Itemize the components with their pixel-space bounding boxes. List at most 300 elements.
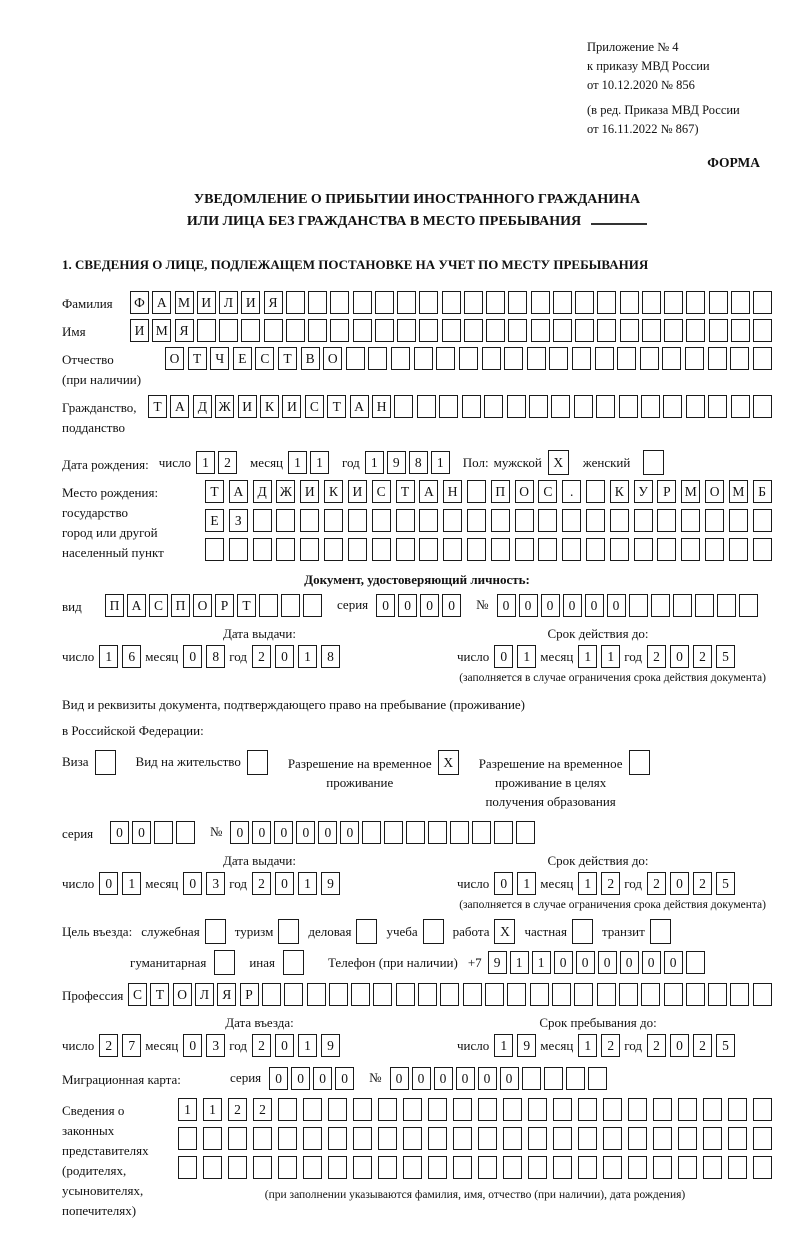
char-cell[interactable] [330, 291, 349, 314]
char-cell[interactable]: С [255, 347, 274, 370]
char-cell[interactable] [657, 538, 676, 561]
char-cell[interactable]: П [491, 480, 510, 503]
char-cell[interactable] [300, 509, 319, 532]
char-cell[interactable] [753, 509, 772, 532]
char-cell[interactable]: 0 [340, 821, 359, 844]
char-cell[interactable] [253, 1127, 272, 1150]
char-cell[interactable]: 0 [563, 594, 582, 617]
char-cell[interactable] [728, 1156, 747, 1179]
char-cell[interactable] [685, 347, 704, 370]
char-cell[interactable]: А [170, 395, 189, 418]
char-cell[interactable] [348, 509, 367, 532]
char-cell[interactable] [478, 1156, 497, 1179]
char-cell[interactable]: Т [188, 347, 207, 370]
char-cell[interactable] [628, 1098, 647, 1121]
char-cell[interactable] [628, 1156, 647, 1179]
char-cell[interactable] [346, 347, 365, 370]
char-cell[interactable] [597, 983, 616, 1006]
char-cell[interactable] [276, 509, 295, 532]
char-cell[interactable] [516, 821, 535, 844]
char-cell[interactable] [527, 347, 546, 370]
char-cell[interactable] [228, 1127, 247, 1150]
char-cell[interactable] [307, 983, 326, 1006]
char-cell[interactable] [620, 319, 639, 342]
char-cell[interactable] [528, 1098, 547, 1121]
char-cell[interactable] [303, 1098, 322, 1121]
char-cell[interactable] [641, 395, 660, 418]
char-cell[interactable]: Т [396, 480, 415, 503]
char-cell[interactable]: 1 [298, 872, 317, 895]
char-cell[interactable] [522, 1067, 541, 1090]
char-cell[interactable]: 0 [183, 645, 202, 668]
char-cell[interactable]: Т [327, 395, 346, 418]
char-cell[interactable] [708, 983, 727, 1006]
char-cell[interactable]: 9 [321, 872, 340, 895]
char-cell[interactable] [353, 291, 372, 314]
char-cell[interactable] [378, 1098, 397, 1121]
char-cell[interactable]: 2 [647, 645, 666, 668]
char-cell[interactable] [419, 319, 438, 342]
char-cell[interactable]: 0 [390, 1067, 409, 1090]
char-cell[interactable] [308, 319, 327, 342]
char-cell[interactable] [453, 1098, 472, 1121]
char-cell[interactable]: 1 [310, 451, 329, 474]
char-cell[interactable]: 0 [434, 1067, 453, 1090]
char-cell[interactable] [562, 509, 581, 532]
char-cell[interactable] [531, 291, 550, 314]
char-cell[interactable]: С [305, 395, 324, 418]
char-cell[interactable] [384, 821, 403, 844]
char-cell[interactable] [595, 347, 614, 370]
char-cell[interactable]: 2 [647, 1034, 666, 1057]
char-cell[interactable] [373, 983, 392, 1006]
char-cell[interactable] [396, 509, 415, 532]
char-cell[interactable]: Р [215, 594, 234, 617]
char-cell[interactable]: 9 [321, 1034, 340, 1057]
char-cell[interactable] [203, 1127, 222, 1150]
char-cell[interactable] [731, 319, 750, 342]
char-cell[interactable] [397, 319, 416, 342]
char-cell[interactable] [467, 538, 486, 561]
char-cell[interactable]: . [562, 480, 581, 503]
char-cell[interactable] [562, 538, 581, 561]
char-cell[interactable]: 0 [670, 872, 689, 895]
char-cell[interactable]: 2 [99, 1034, 118, 1057]
char-cell[interactable]: 3 [206, 872, 225, 895]
char-cell[interactable]: 0 [420, 594, 439, 617]
char-cell[interactable] [673, 594, 692, 617]
char-cell[interactable] [678, 1156, 697, 1179]
char-cell[interactable]: 0 [313, 1067, 332, 1090]
char-cell[interactable] [419, 538, 438, 561]
char-cell[interactable]: К [610, 480, 629, 503]
char-cell[interactable]: 5 [716, 1034, 735, 1057]
char-cell[interactable] [664, 291, 683, 314]
char-cell[interactable] [731, 291, 750, 314]
char-cell[interactable]: Ч [210, 347, 229, 370]
char-cell[interactable]: Л [219, 291, 238, 314]
char-cell[interactable] [178, 1127, 197, 1150]
char-cell[interactable] [428, 821, 447, 844]
char-cell[interactable]: А [419, 480, 438, 503]
char-cell[interactable] [278, 1098, 297, 1121]
char-cell[interactable] [664, 319, 683, 342]
char-cell[interactable] [717, 594, 736, 617]
char-cell[interactable]: 0 [275, 645, 294, 668]
char-cell[interactable]: 1 [99, 645, 118, 668]
char-cell[interactable]: 0 [585, 594, 604, 617]
char-cell[interactable]: 1 [494, 1034, 513, 1057]
char-cell[interactable]: 5 [716, 872, 735, 895]
char-cell[interactable] [753, 538, 772, 561]
char-cell[interactable] [440, 983, 459, 1006]
char-cell[interactable] [396, 538, 415, 561]
char-cell[interactable] [503, 1156, 522, 1179]
char-cell[interactable] [730, 983, 749, 1006]
char-cell[interactable]: С [538, 480, 557, 503]
char-cell[interactable] [544, 1067, 563, 1090]
char-cell[interactable] [515, 538, 534, 561]
char-cell[interactable]: Е [233, 347, 252, 370]
char-cell[interactable] [574, 395, 593, 418]
char-cell[interactable]: 1 [578, 645, 597, 668]
char-cell[interactable]: 0 [642, 951, 661, 974]
char-cell[interactable] [419, 509, 438, 532]
char-cell[interactable] [264, 319, 283, 342]
char-cell[interactable]: 8 [206, 645, 225, 668]
char-cell[interactable]: 1 [298, 645, 317, 668]
char-cell[interactable] [686, 983, 705, 1006]
char-cell[interactable] [228, 1156, 247, 1179]
char-cell[interactable]: 1 [517, 872, 536, 895]
char-cell[interactable] [578, 1098, 597, 1121]
char-cell[interactable]: А [152, 291, 171, 314]
char-cell[interactable] [686, 291, 705, 314]
char-cell[interactable] [628, 1127, 647, 1150]
char-cell[interactable] [503, 1098, 522, 1121]
char-cell[interactable]: Я [217, 983, 236, 1006]
char-cell[interactable] [681, 538, 700, 561]
char-cell[interactable]: 9 [517, 1034, 536, 1057]
char-cell[interactable]: 0 [670, 645, 689, 668]
char-cell[interactable]: 0 [318, 821, 337, 844]
char-cell[interactable] [703, 1098, 722, 1121]
char-cell[interactable] [464, 319, 483, 342]
char-cell[interactable] [603, 1127, 622, 1150]
char-cell[interactable] [731, 395, 750, 418]
char-cell[interactable] [728, 1098, 747, 1121]
char-cell[interactable] [328, 1156, 347, 1179]
char-cell[interactable]: К [324, 480, 343, 503]
char-cell[interactable] [351, 983, 370, 1006]
char-cell[interactable]: 2 [228, 1098, 247, 1121]
char-cell[interactable]: 1 [203, 1098, 222, 1121]
char-cell[interactable] [586, 480, 605, 503]
char-cell[interactable] [653, 1098, 672, 1121]
char-cell[interactable] [515, 509, 534, 532]
char-cell[interactable] [378, 1156, 397, 1179]
char-cell[interactable] [686, 951, 705, 974]
char-cell[interactable]: М [152, 319, 171, 342]
char-cell[interactable] [634, 538, 653, 561]
char-cell[interactable] [619, 395, 638, 418]
male-checkbox[interactable]: X [548, 450, 569, 475]
char-cell[interactable]: И [241, 291, 260, 314]
char-cell[interactable] [508, 291, 527, 314]
temp-residence-checkbox[interactable]: X [438, 750, 459, 775]
purpose-transit-checkbox[interactable] [650, 919, 671, 944]
char-cell[interactable]: 0 [456, 1067, 475, 1090]
char-cell[interactable] [450, 821, 469, 844]
char-cell[interactable] [443, 509, 462, 532]
char-cell[interactable] [278, 1156, 297, 1179]
char-cell[interactable] [394, 395, 413, 418]
char-cell[interactable] [329, 983, 348, 1006]
purpose-private-checkbox[interactable] [572, 919, 593, 944]
char-cell[interactable] [442, 291, 461, 314]
char-cell[interactable] [552, 983, 571, 1006]
female-checkbox[interactable] [643, 450, 664, 475]
char-cell[interactable] [414, 347, 433, 370]
char-cell[interactable] [463, 983, 482, 1006]
char-cell[interactable]: О [165, 347, 184, 370]
char-cell[interactable]: 0 [376, 594, 395, 617]
char-cell[interactable] [678, 1127, 697, 1150]
char-cell[interactable] [375, 291, 394, 314]
char-cell[interactable] [610, 538, 629, 561]
char-cell[interactable]: Д [253, 480, 272, 503]
char-cell[interactable] [753, 347, 772, 370]
char-cell[interactable]: А [350, 395, 369, 418]
char-cell[interactable]: О [173, 983, 192, 1006]
char-cell[interactable] [619, 983, 638, 1006]
char-cell[interactable] [300, 538, 319, 561]
char-cell[interactable] [708, 395, 727, 418]
char-cell[interactable] [695, 594, 714, 617]
char-cell[interactable]: 0 [110, 821, 129, 844]
char-cell[interactable] [528, 1127, 547, 1150]
char-cell[interactable] [324, 509, 343, 532]
char-cell[interactable]: 8 [409, 451, 428, 474]
char-cell[interactable]: Т [237, 594, 256, 617]
char-cell[interactable] [428, 1156, 447, 1179]
char-cell[interactable] [508, 319, 527, 342]
char-cell[interactable] [253, 1156, 272, 1179]
char-cell[interactable] [368, 347, 387, 370]
char-cell[interactable]: 1 [431, 451, 450, 474]
char-cell[interactable] [708, 347, 727, 370]
char-cell[interactable]: Ф [130, 291, 149, 314]
char-cell[interactable]: 8 [321, 645, 340, 668]
char-cell[interactable] [617, 347, 636, 370]
char-cell[interactable] [284, 983, 303, 1006]
char-cell[interactable]: 0 [291, 1067, 310, 1090]
char-cell[interactable] [253, 509, 272, 532]
char-cell[interactable] [588, 1067, 607, 1090]
char-cell[interactable]: 2 [601, 1034, 620, 1057]
char-cell[interactable] [662, 347, 681, 370]
char-cell[interactable] [396, 983, 415, 1006]
char-cell[interactable] [417, 395, 436, 418]
char-cell[interactable] [503, 1127, 522, 1150]
char-cell[interactable] [709, 291, 728, 314]
char-cell[interactable] [657, 509, 676, 532]
char-cell[interactable]: 1 [578, 1034, 597, 1057]
char-cell[interactable] [462, 395, 481, 418]
char-cell[interactable] [406, 821, 425, 844]
char-cell[interactable] [478, 1127, 497, 1150]
char-cell[interactable] [278, 1127, 297, 1150]
char-cell[interactable] [391, 347, 410, 370]
char-cell[interactable] [259, 594, 278, 617]
char-cell[interactable]: 2 [693, 1034, 712, 1057]
char-cell[interactable] [553, 291, 572, 314]
char-cell[interactable] [504, 347, 523, 370]
char-cell[interactable]: 5 [716, 645, 735, 668]
char-cell[interactable] [428, 1098, 447, 1121]
char-cell[interactable] [472, 821, 491, 844]
char-cell[interactable] [578, 1127, 597, 1150]
char-cell[interactable] [439, 395, 458, 418]
char-cell[interactable] [553, 1098, 572, 1121]
char-cell[interactable] [330, 319, 349, 342]
char-cell[interactable]: О [515, 480, 534, 503]
char-cell[interactable]: 0 [269, 1067, 288, 1090]
char-cell[interactable] [551, 395, 570, 418]
char-cell[interactable] [528, 1156, 547, 1179]
char-cell[interactable] [703, 1127, 722, 1150]
char-cell[interactable]: А [229, 480, 248, 503]
char-cell[interactable]: 1 [578, 872, 597, 895]
char-cell[interactable]: О [193, 594, 212, 617]
char-cell[interactable]: 7 [122, 1034, 141, 1057]
char-cell[interactable] [686, 395, 705, 418]
temp-residence-education-checkbox[interactable] [629, 750, 650, 775]
char-cell[interactable]: Н [443, 480, 462, 503]
char-cell[interactable] [328, 1098, 347, 1121]
char-cell[interactable]: 2 [252, 872, 271, 895]
char-cell[interactable] [418, 983, 437, 1006]
char-cell[interactable] [482, 347, 501, 370]
char-cell[interactable] [372, 509, 391, 532]
char-cell[interactable] [353, 1127, 372, 1150]
char-cell[interactable] [403, 1098, 422, 1121]
char-cell[interactable]: Р [240, 983, 259, 1006]
char-cell[interactable] [403, 1156, 422, 1179]
purpose-work-checkbox[interactable]: X [494, 919, 515, 944]
char-cell[interactable] [620, 291, 639, 314]
char-cell[interactable] [596, 395, 615, 418]
char-cell[interactable]: 1 [532, 951, 551, 974]
char-cell[interactable] [362, 821, 381, 844]
char-cell[interactable]: 0 [620, 951, 639, 974]
char-cell[interactable]: 0 [494, 872, 513, 895]
char-cell[interactable]: 0 [99, 872, 118, 895]
char-cell[interactable]: 0 [670, 1034, 689, 1057]
char-cell[interactable] [703, 1156, 722, 1179]
char-cell[interactable]: В [301, 347, 320, 370]
char-cell[interactable] [753, 1098, 772, 1121]
char-cell[interactable]: Е [205, 509, 224, 532]
char-cell[interactable] [705, 538, 724, 561]
char-cell[interactable] [641, 983, 660, 1006]
char-cell[interactable] [178, 1156, 197, 1179]
char-cell[interactable] [428, 1127, 447, 1150]
char-cell[interactable] [486, 291, 505, 314]
char-cell[interactable] [453, 1127, 472, 1150]
char-cell[interactable] [629, 594, 648, 617]
char-cell[interactable]: Р [657, 480, 676, 503]
char-cell[interactable]: О [705, 480, 724, 503]
char-cell[interactable]: 1 [517, 645, 536, 668]
char-cell[interactable] [303, 1156, 322, 1179]
char-cell[interactable] [203, 1156, 222, 1179]
char-cell[interactable] [353, 1098, 372, 1121]
char-cell[interactable] [328, 1127, 347, 1150]
char-cell[interactable] [459, 347, 478, 370]
char-cell[interactable]: Т [205, 480, 224, 503]
char-cell[interactable]: М [175, 291, 194, 314]
char-cell[interactable]: 0 [335, 1067, 354, 1090]
char-cell[interactable]: И [130, 319, 149, 342]
char-cell[interactable]: 0 [664, 951, 683, 974]
char-cell[interactable]: 0 [554, 951, 573, 974]
char-cell[interactable]: И [197, 291, 216, 314]
char-cell[interactable]: 1 [298, 1034, 317, 1057]
char-cell[interactable] [419, 291, 438, 314]
char-cell[interactable] [603, 1156, 622, 1179]
char-cell[interactable] [642, 319, 661, 342]
char-cell[interactable]: 0 [183, 1034, 202, 1057]
char-cell[interactable]: К [260, 395, 279, 418]
purpose-tourism-checkbox[interactable] [278, 919, 299, 944]
char-cell[interactable] [753, 291, 772, 314]
char-cell[interactable] [262, 983, 281, 1006]
char-cell[interactable] [494, 821, 513, 844]
char-cell[interactable]: Л [195, 983, 214, 1006]
char-cell[interactable]: 2 [252, 1034, 271, 1057]
char-cell[interactable] [640, 347, 659, 370]
char-cell[interactable] [553, 1156, 572, 1179]
char-cell[interactable] [491, 538, 510, 561]
char-cell[interactable]: 0 [442, 594, 461, 617]
char-cell[interactable] [575, 319, 594, 342]
char-cell[interactable] [491, 509, 510, 532]
char-cell[interactable]: Д [193, 395, 212, 418]
char-cell[interactable] [308, 291, 327, 314]
char-cell[interactable]: 0 [541, 594, 560, 617]
purpose-business-checkbox[interactable] [356, 919, 377, 944]
char-cell[interactable]: И [238, 395, 257, 418]
char-cell[interactable]: З [229, 509, 248, 532]
char-cell[interactable]: 0 [494, 645, 513, 668]
char-cell[interactable]: 0 [519, 594, 538, 617]
char-cell[interactable]: 0 [275, 1034, 294, 1057]
char-cell[interactable] [241, 319, 260, 342]
char-cell[interactable]: 0 [576, 951, 595, 974]
char-cell[interactable] [603, 1098, 622, 1121]
char-cell[interactable] [566, 1067, 585, 1090]
char-cell[interactable]: 0 [497, 594, 516, 617]
char-cell[interactable]: 0 [398, 594, 417, 617]
char-cell[interactable]: Ж [215, 395, 234, 418]
char-cell[interactable]: С [149, 594, 168, 617]
char-cell[interactable]: И [300, 480, 319, 503]
char-cell[interactable] [753, 1127, 772, 1150]
char-cell[interactable] [729, 538, 748, 561]
char-cell[interactable] [353, 319, 372, 342]
char-cell[interactable]: 1 [122, 872, 141, 895]
